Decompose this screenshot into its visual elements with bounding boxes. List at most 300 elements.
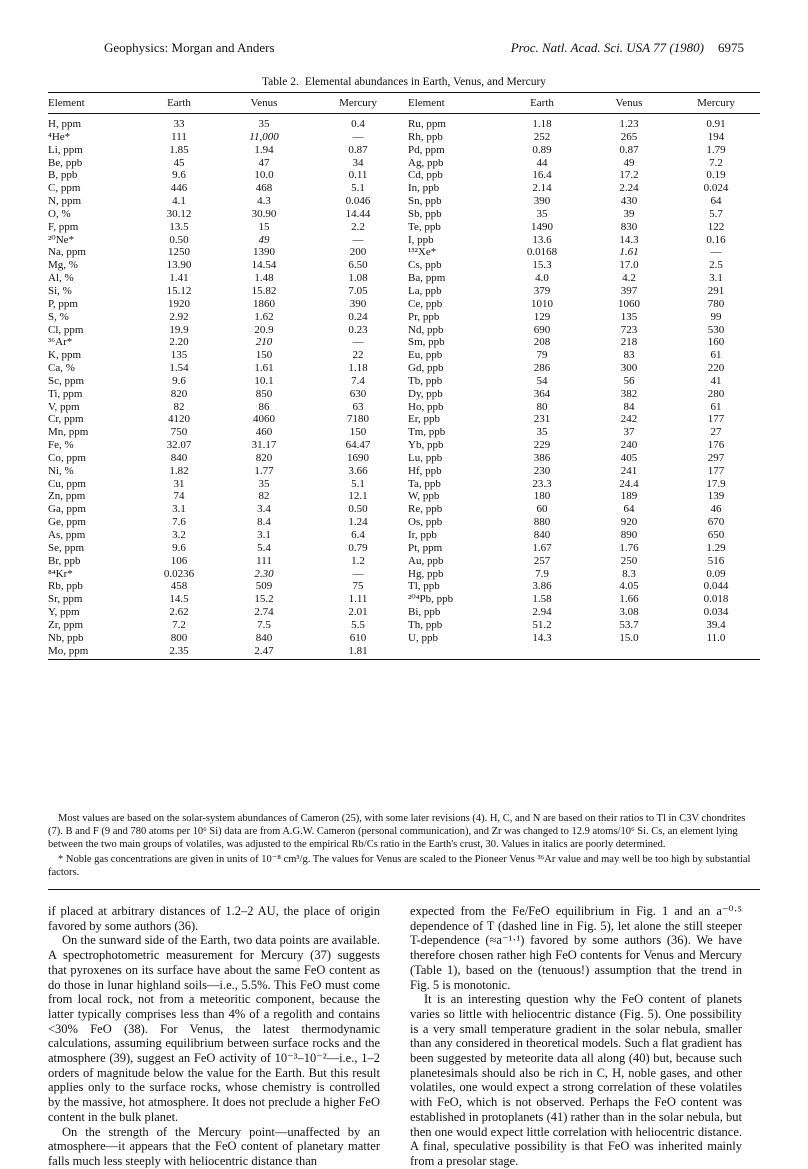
table-footnote-noble-gas: * Noble gas concentrations are given in units of 10⁻⁸ cm³/g. The values for Venus are scaled to the Pioneer Venus ³⁶Ar value and may well be too high by substantial factors.: [48, 854, 751, 878]
right-el-cell: Sb, ppb: [408, 207, 442, 220]
right-venus-cell: 242: [620, 413, 638, 426]
right-venus-cell: 39: [623, 207, 635, 220]
table-row: [48, 272, 760, 285]
left-venus-cell: 820: [255, 451, 273, 464]
left-el-cell: B, ppb: [48, 169, 78, 182]
left-el-cell: S, %: [48, 310, 69, 323]
left-venus-cell: 1390: [253, 246, 275, 259]
right-venus-cell: 8.3: [622, 567, 636, 580]
right-el-cell: Tm, ppb: [408, 426, 446, 439]
right-mercury-cell: [672, 645, 760, 660]
left-el-cell: Mn, ppm: [48, 426, 89, 439]
right-el-cell: Ho, ppb: [408, 400, 444, 413]
right-mercury-cell: 99: [710, 310, 722, 323]
right-venus-cell: 1060: [618, 297, 640, 310]
left-venus-cell: 30.90: [251, 207, 277, 220]
right-mercury-cell: 0.91: [706, 118, 726, 131]
left-earth-cell: 1.41: [169, 272, 189, 285]
left-el-cell: V, ppm: [48, 400, 80, 413]
right-earth-cell: 7.9: [535, 567, 549, 580]
right-mercury-cell: 0.19: [706, 169, 726, 182]
left-el-cell: N, ppm: [48, 195, 81, 208]
left-venus-cell: 8.4: [257, 516, 271, 529]
left-el-cell: ⁸⁴Kr*: [48, 567, 73, 580]
left-el-cell: Mg, %: [48, 259, 78, 272]
left-earth-cell: 4.1: [172, 195, 186, 208]
left-earth-cell: 111: [171, 130, 187, 143]
right-earth-cell: [498, 645, 586, 660]
paragraph: On the strength of the Mercury point—unaffected by an atmosphere—it appears that the FeO content of planetary matter falls much less steeply with heliocentric distance than: [48, 1124, 380, 1168]
table-row: [48, 503, 760, 516]
left-mercury-cell: 1.81: [348, 644, 368, 657]
right-earth-cell: 1490: [531, 220, 553, 233]
left-earth-cell: 2.62: [169, 606, 189, 619]
header-element-right: Element: [408, 93, 498, 114]
right-earth-cell: 13.6: [532, 233, 552, 246]
right-earth-cell: 14.3: [532, 631, 552, 644]
body-column-right: [410, 904, 742, 1169]
left-earth-cell: 7.2: [172, 618, 186, 631]
left-earth-cell: 106: [170, 554, 188, 567]
left-earth-cell: 45: [173, 156, 185, 169]
left-el-cell: ²⁰Ne*: [48, 233, 75, 246]
left-earth-cell: 1.85: [169, 143, 189, 156]
left-el-cell: ³⁶Ar*: [48, 336, 73, 349]
left-venus-cell: 49: [258, 233, 270, 246]
left-el-cell: H, ppm: [48, 118, 81, 131]
left-mercury-cell: 0.4: [351, 118, 365, 131]
right-earth-cell: 2.94: [532, 606, 552, 619]
left-earth-cell: 13.5: [169, 220, 189, 233]
left-el-cell: Zn, ppm: [48, 490, 86, 503]
left-mercury-cell: 6.4: [351, 529, 365, 542]
right-el-cell: I, ppb: [408, 233, 434, 246]
table-row: [48, 298, 760, 311]
right-mercury-cell: 0.16: [706, 233, 726, 246]
left-earth-cell: 74: [173, 490, 185, 503]
right-mercury-cell: 291: [707, 284, 725, 297]
right-mercury-cell: 176: [707, 439, 725, 452]
right-el-cell: U, ppb: [408, 631, 438, 644]
left-venus-cell: 2.30: [254, 567, 274, 580]
left-earth-cell: 32.07: [166, 439, 192, 452]
right-venus-cell: 430: [620, 195, 638, 208]
right-mercury-cell: 220: [707, 362, 725, 375]
right-earth-cell: 180: [533, 490, 551, 503]
right-el-cell: Tl, ppb: [408, 580, 440, 593]
right-venus-cell: 382: [620, 387, 638, 400]
left-earth-cell: 3.2: [172, 529, 186, 542]
right-el-cell: Yb, ppb: [408, 439, 444, 452]
left-el-cell: As, ppm: [48, 529, 86, 542]
left-venus-cell: 15.82: [251, 284, 277, 297]
right-el-cell: Hf, ppb: [408, 464, 442, 477]
left-el-cell: Y, ppm: [48, 606, 80, 619]
left-el-cell: Cu, ppm: [48, 477, 86, 490]
right-venus-cell: 397: [620, 284, 638, 297]
right-el-cell: Re, ppb: [408, 503, 443, 516]
right-earth-cell: 1.67: [532, 541, 552, 554]
right-el-cell: Rh, ppb: [408, 130, 443, 143]
table-row: [48, 490, 760, 503]
table-row: [48, 182, 760, 195]
right-el-cell: Sn, ppb: [408, 195, 442, 208]
right-earth-cell: 16.4: [532, 169, 552, 182]
right-mercury-cell: 0.018: [703, 593, 729, 606]
right-venus-cell: 2.24: [619, 182, 639, 195]
left-mercury-cell: 12.1: [348, 490, 368, 503]
paragraph: if placed at arbitrary distances of 1.2–2 AU, the place of origin favored by some authors (36).: [48, 904, 380, 933]
left-venus-cell: 10.1: [254, 374, 274, 387]
left-el-cell: Se, ppm: [48, 541, 85, 554]
table-row: [48, 324, 760, 337]
table-row: [48, 619, 760, 632]
left-el-cell: Ni, %: [48, 464, 74, 477]
left-venus-cell: 2.74: [254, 606, 274, 619]
right-earth-cell: 44: [536, 156, 548, 169]
right-earth-cell: 1.18: [532, 118, 552, 131]
table-row: [48, 555, 760, 568]
right-venus-cell: 890: [620, 529, 638, 542]
table-row: [48, 542, 760, 555]
left-earth-cell: 31: [173, 477, 185, 490]
right-earth-cell: 23.3: [532, 477, 552, 490]
left-el-cell: Co, ppm: [48, 451, 86, 464]
right-venus-cell: 17.2: [619, 169, 639, 182]
right-venus-cell: 218: [620, 336, 638, 349]
table-row: [48, 336, 760, 349]
left-el-cell: ⁴He*: [48, 130, 71, 143]
right-mercury-cell: 41: [710, 374, 722, 387]
right-mercury-cell: 650: [707, 529, 725, 542]
right-el-cell: Cs, ppb: [408, 259, 442, 272]
left-mercury-cell: 5.1: [351, 477, 365, 490]
left-el-cell: Mo, ppm: [48, 644, 89, 657]
left-earth-cell: 2.35: [169, 644, 189, 657]
right-mercury-cell: —: [710, 246, 722, 259]
table-row: [48, 246, 760, 259]
left-earth-cell: 30.12: [166, 207, 192, 220]
table-row: [48, 413, 760, 426]
right-venus-cell: 189: [620, 490, 638, 503]
header-mercury-right: Mercury: [672, 93, 760, 114]
right-earth-cell: 0.89: [532, 143, 552, 156]
table-row: [48, 465, 760, 478]
right-earth-cell: 51.2: [532, 618, 552, 631]
table-row: [48, 580, 760, 593]
right-mercury-cell: 5.7: [709, 207, 723, 220]
left-venus-cell: 4.3: [257, 195, 271, 208]
right-earth-cell: 35: [536, 426, 548, 439]
right-venus-cell: 3.08: [619, 606, 639, 619]
left-mercury-cell: 1.11: [348, 593, 368, 606]
right-mercury-cell: 780: [707, 297, 725, 310]
right-el-cell: Ir, ppb: [408, 529, 437, 542]
left-venus-cell: 468: [255, 182, 273, 195]
table-row: [48, 259, 760, 272]
right-venus-cell: 24.4: [619, 477, 639, 490]
left-venus-cell: 111: [256, 554, 272, 567]
left-el-cell: Ge, ppm: [48, 516, 86, 529]
page-number: 6975: [718, 40, 744, 55]
table-title: Elemental abundances in Earth, Venus, and Mercury: [304, 76, 547, 88]
right-earth-cell: 379: [533, 284, 551, 297]
table-row: [48, 311, 760, 324]
right-venus-cell: 0.87: [619, 143, 639, 156]
right-el-cell: Pr, ppb: [408, 310, 440, 323]
left-earth-cell: 0.50: [169, 233, 189, 246]
right-el-cell: Pd, ppm: [408, 143, 445, 156]
right-venus-cell: 1.61: [619, 246, 639, 259]
right-el-cell: Ta, ppb: [408, 477, 441, 490]
right-mercury-cell: 3.1: [709, 272, 723, 285]
left-el-cell: Sr, ppm: [48, 593, 83, 606]
right-earth-cell: 79: [536, 349, 548, 362]
right-earth-cell: 840: [533, 529, 551, 542]
right-el-cell: Eu, ppb: [408, 349, 443, 362]
right-mercury-cell: 1.79: [706, 143, 726, 156]
table-footnotes: [48, 812, 760, 890]
left-el-cell: Li, ppm: [48, 143, 83, 156]
left-el-cell: Ga, ppm: [48, 503, 86, 516]
right-earth-cell: 1010: [531, 297, 553, 310]
left-mercury-cell: 0.79: [348, 541, 368, 554]
right-venus-cell: [586, 645, 672, 660]
right-venus-cell: 241: [620, 464, 638, 477]
right-venus-cell: 56: [623, 374, 635, 387]
left-venus-cell: 86: [258, 400, 270, 413]
table-row: [48, 157, 760, 170]
right-el-cell: Pt, ppm: [408, 541, 443, 554]
right-mercury-cell: 27: [710, 426, 722, 439]
left-venus-cell: 1.77: [254, 464, 274, 477]
right-earth-cell: 129: [533, 310, 551, 323]
left-earth-cell: 1250: [168, 246, 190, 259]
left-el-cell: Ca, %: [48, 362, 75, 375]
left-venus-cell: 3.1: [257, 529, 271, 542]
right-el-cell: Nd, ppb: [408, 323, 444, 336]
left-earth-cell: 3.1: [172, 503, 186, 516]
header-element-left: Element: [48, 93, 138, 114]
left-el-cell: Sc, ppm: [48, 374, 85, 387]
right-earth-cell: 690: [533, 323, 551, 336]
right-earth-cell: 252: [533, 130, 551, 143]
right-el-cell: Gd, ppb: [408, 362, 444, 375]
right-earth-cell: 2.14: [532, 182, 552, 195]
left-el-cell: Be, ppb: [48, 156, 83, 169]
right-venus-cell: 4.2: [622, 272, 636, 285]
left-earth-cell: 458: [170, 580, 188, 593]
right-mercury-cell: 2.5: [709, 259, 723, 272]
right-venus-cell: 64: [623, 503, 635, 516]
table-row: [48, 401, 760, 414]
right-el-cell: Au, ppb: [408, 554, 444, 567]
table-row: [48, 439, 760, 452]
right-venus-cell: 1.66: [619, 593, 639, 606]
left-venus-cell: 2.47: [254, 644, 274, 657]
right-earth-cell: 54: [536, 374, 548, 387]
table-row: [48, 478, 760, 491]
left-earth-cell: 9.6: [172, 169, 186, 182]
left-earth-cell: 1.54: [169, 362, 189, 375]
right-earth-cell: 1.58: [532, 593, 552, 606]
left-mercury-cell: —: [352, 233, 364, 246]
right-venus-cell: 17.0: [619, 259, 639, 272]
left-earth-cell: 1920: [168, 297, 190, 310]
journal-citation: Proc. Natl. Acad. Sci. USA 77 (1980): [510, 40, 704, 55]
right-el-cell: Lu, ppb: [408, 451, 443, 464]
table-row: [48, 144, 760, 157]
right-earth-cell: 257: [533, 554, 551, 567]
right-mercury-cell: 0.034: [703, 606, 729, 619]
right-venus-cell: 920: [620, 516, 638, 529]
table-row: [48, 452, 760, 465]
right-mercury-cell: 516: [707, 554, 725, 567]
left-venus-cell: 31.17: [251, 439, 277, 452]
running-head-section: Geophysics: Morgan and Anders: [104, 40, 275, 55]
header-mercury-left: Mercury: [308, 93, 408, 114]
left-mercury-cell: 1.18: [348, 362, 368, 375]
paragraph: expected from the Fe/FeO equilibrium in Fig. 1 and an a⁻⁰·⁵ dependence of T (dashed line in Fig. 5), let alone the still steeper T-dependence (≈a⁻¹·¹) favored by some authors (36). We have therefore chosen rather high FeO contents for Venus and Mercury (Table 1), based on the (tenuous!) assumption that the trend in Fig. 5 is monotonic.: [410, 904, 742, 992]
right-el-cell: Tb, ppb: [408, 374, 443, 387]
left-venus-cell: 1.61: [254, 362, 274, 375]
left-el-cell: P, ppm: [48, 297, 78, 310]
table-header-row: [48, 93, 760, 114]
right-el-cell: Cd, ppb: [408, 169, 443, 182]
right-venus-cell: 15.0: [619, 631, 639, 644]
right-mercury-cell: 177: [707, 464, 725, 477]
table-row: [48, 375, 760, 388]
left-venus-cell: 1860: [253, 297, 275, 310]
left-earth-cell: 4120: [168, 413, 190, 426]
left-earth-cell: 33: [173, 118, 185, 131]
right-earth-cell: 286: [533, 362, 551, 375]
table-row: [48, 632, 760, 645]
left-venus-cell: 150: [255, 349, 273, 362]
right-el-cell: In, ppb: [408, 182, 440, 195]
right-venus-cell: 49: [623, 156, 635, 169]
right-mercury-cell: 0.09: [706, 567, 726, 580]
left-mercury-cell: 1690: [347, 451, 369, 464]
right-earth-cell: 3.86: [532, 580, 552, 593]
left-venus-cell: 11,000: [249, 130, 279, 143]
table-row: [48, 208, 760, 221]
right-mercury-cell: 64: [710, 195, 722, 208]
table-row: [48, 426, 760, 439]
right-earth-cell: 60: [536, 503, 548, 516]
left-mercury-cell: 63: [352, 400, 364, 413]
table-row: [48, 606, 760, 619]
left-venus-cell: 1.62: [254, 310, 274, 323]
left-earth-cell: 14.5: [169, 593, 189, 606]
right-mercury-cell: 61: [710, 400, 722, 413]
left-el-cell: Br, ppb: [48, 554, 81, 567]
right-mercury-cell: 0.044: [703, 580, 729, 593]
table-row: [48, 114, 760, 131]
left-mercury-cell: 1.24: [348, 516, 368, 529]
right-el-cell: Sm, ppb: [408, 336, 445, 349]
right-venus-cell: 4.05: [619, 580, 639, 593]
right-venus-cell: 1.23: [619, 118, 639, 131]
right-venus-cell: 83: [623, 349, 635, 362]
table-row: [48, 285, 760, 298]
right-el-cell: [408, 645, 498, 660]
left-earth-cell: 7.6: [172, 516, 186, 529]
left-mercury-cell: 610: [349, 631, 367, 644]
left-mercury-cell: —: [352, 130, 364, 143]
table-label: Table 2.: [261, 76, 299, 88]
left-venus-cell: 1.48: [254, 272, 274, 285]
right-mercury-cell: 0.024: [703, 182, 729, 195]
left-earth-cell: 15.12: [166, 284, 192, 297]
right-el-cell: ²⁰⁴Pb, ppb: [408, 593, 454, 606]
left-el-cell: Cr, ppm: [48, 413, 84, 426]
table-footnote: Most values are based on the solar-system abundances of Cameron (25), with some later revisions (4). H, C, and N are based on their ratios to Tl in C3V chondrites (7). B and F (9 and 780 atoms per 10⁶ Si) data are from A.G.W. Cameron (personal communication), and Zr was changed to 12.9 atoms/10⁶ Si. Cs, an element lying between the two main groups of volatiles, was adjusted to the empirical Rb/Cs ratio in the Earth's crust, 30. Values in italics are poorly determined.: [48, 813, 746, 850]
left-earth-cell: 1.82: [169, 464, 189, 477]
left-mercury-cell: 34: [352, 156, 364, 169]
right-mercury-cell: 670: [707, 516, 725, 529]
left-venus-cell: 20.9: [254, 323, 274, 336]
table-row: [48, 234, 760, 247]
header-earth-left: Earth: [138, 93, 220, 114]
right-el-cell: Bi, ppb: [408, 606, 441, 619]
right-mercury-cell: 280: [707, 387, 725, 400]
right-el-cell: Hg, ppb: [408, 567, 444, 580]
right-venus-cell: 250: [620, 554, 638, 567]
right-el-cell: Ba, ppm: [408, 272, 446, 285]
right-venus-cell: 723: [620, 323, 638, 336]
left-mercury-cell: 150: [349, 426, 367, 439]
right-earth-cell: 390: [533, 195, 551, 208]
left-venus-cell: 7.5: [257, 618, 271, 631]
right-mercury-cell: 17.9: [706, 477, 726, 490]
left-mercury-cell: 64.47: [345, 439, 371, 452]
right-el-cell: La, ppb: [408, 284, 442, 297]
table-row: [48, 362, 760, 375]
right-mercury-cell: 530: [707, 323, 725, 336]
right-mercury-cell: 297: [707, 451, 725, 464]
table-row: [48, 529, 760, 542]
right-mercury-cell: 160: [707, 336, 725, 349]
right-el-cell: Os, ppb: [408, 516, 443, 529]
left-mercury-cell: 75: [352, 580, 364, 593]
left-venus-cell: 509: [255, 580, 273, 593]
left-venus-cell: 3.4: [257, 503, 271, 516]
right-mercury-cell: 46: [710, 503, 722, 516]
header-venus-left: Venus: [220, 93, 308, 114]
left-el-cell: O, %: [48, 207, 71, 220]
left-earth-cell: 820: [170, 387, 188, 400]
left-el-cell: Rb, ppb: [48, 580, 83, 593]
table-row: [48, 568, 760, 581]
table-row: [48, 645, 760, 660]
left-venus-cell: 10.0: [254, 169, 274, 182]
right-earth-cell: 15.3: [532, 259, 552, 272]
right-el-cell: Ce, ppb: [408, 297, 443, 310]
left-earth-cell: 0.0236: [163, 567, 195, 580]
table-row: [48, 593, 760, 606]
running-head: [104, 40, 744, 60]
right-earth-cell: 229: [533, 439, 551, 452]
right-mercury-cell: 122: [707, 220, 725, 233]
left-el-cell: Fe, %: [48, 439, 74, 452]
right-el-cell: Te, ppb: [408, 220, 441, 233]
right-el-cell: Ag, ppb: [408, 156, 444, 169]
left-mercury-cell: 0.50: [348, 503, 368, 516]
left-venus-cell: 82: [258, 490, 270, 503]
right-venus-cell: 265: [620, 130, 638, 143]
left-mercury-cell: 200: [349, 246, 367, 259]
